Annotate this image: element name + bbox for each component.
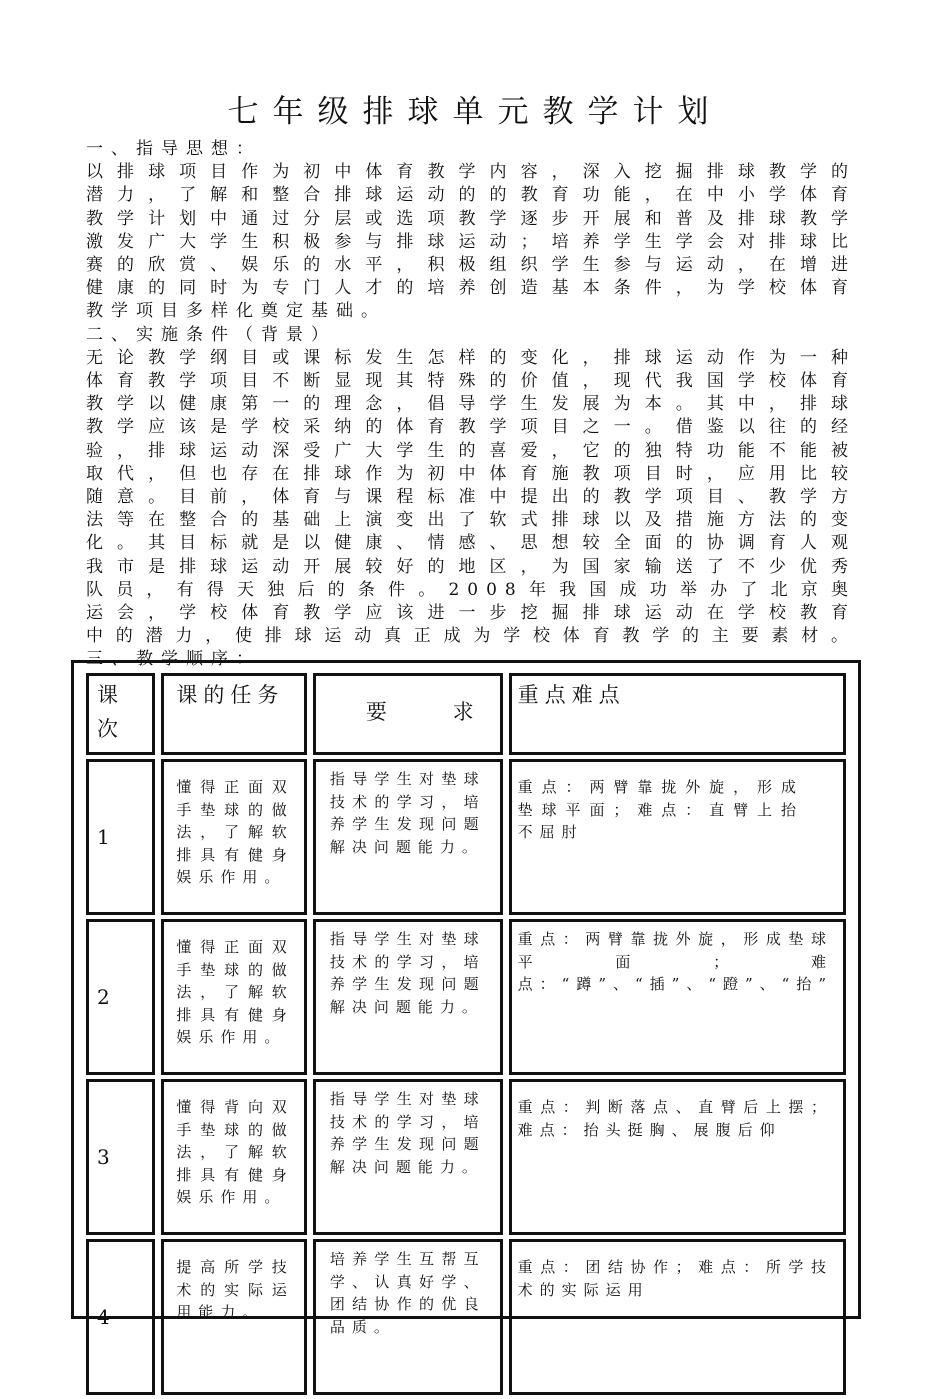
key-cell: 重点：两臂靠拢外旋，形成垫球平面；难点：直臂上抬不屈肘 bbox=[509, 759, 846, 915]
table-row bbox=[86, 919, 846, 1075]
lesson-table bbox=[71, 660, 861, 1336]
lesson-table-grid bbox=[80, 669, 852, 1399]
key-cell: 重点：判断落点、直臂后上摆；难点：抬头挺胸、展腹后仰 bbox=[509, 1079, 846, 1235]
header-requirement: 要求 bbox=[313, 673, 503, 755]
requirement-cell: 指导学生对垫球技术的学习，培养学生发现问题解决问题能力。 bbox=[313, 759, 503, 915]
paragraph-line: 教学项目多样化奠定基础。 bbox=[86, 301, 386, 322]
lesson-number: 2 bbox=[86, 919, 155, 1075]
document-title: 七年级排球单元教学计划 bbox=[227, 94, 723, 130]
section-heading: 一、指导思想： bbox=[86, 139, 261, 159]
table-row bbox=[86, 1079, 846, 1235]
paragraph-line: 队员，有得天独后的条件。2008年我国成功举办了北京奥 bbox=[86, 579, 856, 600]
key-cell: 重点：团结协作；难点：所学技术的实际运用 bbox=[509, 1239, 846, 1395]
document-body bbox=[86, 138, 856, 672]
section-heading: 二、实施条件（背景） bbox=[86, 324, 336, 345]
paragraph-line: 随意。目前，体育与课程标准中提出的教学项目、教学方 bbox=[86, 487, 856, 508]
paragraph-line: 取代，但也存在排球作为初中体育施教项目时，应用比较 bbox=[86, 463, 856, 484]
paragraph-line: 潜力，了解和整合排球运动的的教育功能，在中小学体育 bbox=[86, 185, 856, 206]
paragraph-line: 激发广大学生积极参与排球运动；培养学生学会对排球比 bbox=[86, 231, 856, 252]
paragraph-line: 我市是排球运动开展较好的地区，为国家输送了不少优秀 bbox=[86, 556, 856, 577]
paragraph-line: 体育教学项目不断显现其特殊的价值，现代我国学校体育 bbox=[86, 371, 856, 392]
header-task: 课的任务 bbox=[161, 673, 306, 755]
paragraph-line: 无论教学纲目或课标发生怎样的变化，排球运动作为一种 bbox=[86, 347, 856, 368]
table-row bbox=[86, 759, 846, 915]
paragraph-line: 法等在整合的基础上演变出了软式排球以及措施方法的变 bbox=[86, 510, 856, 531]
lesson-number: 1 bbox=[86, 759, 155, 915]
table-header-row bbox=[86, 673, 846, 755]
paragraph-line: 教学计划中通过分层或选项教学逐步开展和普及排球教学 bbox=[86, 208, 856, 229]
paragraph-line: 中的潜力，使排球运动真正成为学校体育教学的主要素材。 bbox=[86, 626, 856, 647]
lesson-number: 3 bbox=[86, 1079, 155, 1235]
paragraph-line: 健康的同时为专门人才的培养创造基本条件，为学校体育 bbox=[86, 278, 856, 299]
paragraph-line: 运会，学校体育教学应该进一步挖掘排球运动在学校教育 bbox=[86, 603, 856, 624]
table-row bbox=[86, 1239, 846, 1395]
header-lesson: 课次 bbox=[86, 673, 155, 755]
paragraph-line: 教学应该是学校采纳的体育教学项目之一。借鉴以往的经 bbox=[86, 417, 856, 438]
paragraph-line: 教学以健康第一的理念，倡导学生发展为本。其中，排球 bbox=[86, 394, 856, 415]
key-cell: 重点：两臂靠拢外旋，形成垫球平面；难点：“蹲”、“插”、“蹬”、“抬” bbox=[509, 919, 846, 1075]
task-cell: 提高所学技术的实际运用能力。 bbox=[161, 1239, 306, 1395]
paragraph-line: 验，排球运动深受广大学生的喜爱，它的独特功能不能被 bbox=[86, 440, 856, 461]
requirement-cell: 指导学生对垫球技术的学习，培养学生发现问题解决问题能力。 bbox=[313, 919, 503, 1075]
requirement-cell: 培养学生互帮互学、认真好学、团结协作的优良品质。 bbox=[313, 1239, 503, 1395]
lesson-number: 4 bbox=[86, 1239, 155, 1395]
paragraph-line: 化。其目标就是以健康、情感、思想较全面的协调育人观 bbox=[86, 533, 856, 554]
requirement-cell: 指导学生对垫球技术的学习，培养学生发现问题解决问题能力。 bbox=[313, 1079, 503, 1235]
paragraph-line: 赛的欣赏、娱乐的水平，积极组织学生参与运动，在增进 bbox=[86, 255, 856, 276]
paragraph-line: 以排球项目作为初中体育教学内容，深入挖掘排球教学的 bbox=[86, 162, 856, 183]
task-cell: 懂得正面双手垫球的做法，了解软排具有健身娱乐作用。 bbox=[161, 759, 306, 915]
section-heading: 三、教学顺序： bbox=[86, 649, 261, 670]
header-key: 重点难点 bbox=[509, 673, 846, 755]
task-cell: 懂得正面双手垫球的做法，了解软排具有健身娱乐作用。 bbox=[161, 919, 306, 1075]
task-cell: 懂得背向双手垫球的做法，了解软排具有健身娱乐作用。 bbox=[161, 1079, 306, 1235]
